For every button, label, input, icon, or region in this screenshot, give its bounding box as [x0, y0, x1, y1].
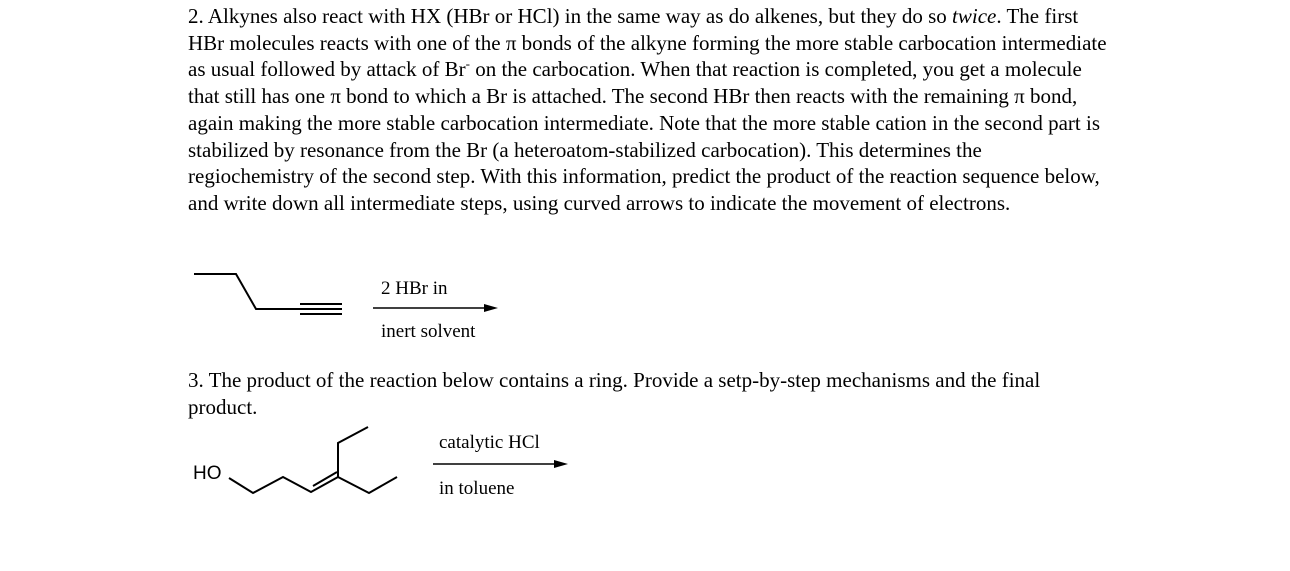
reaction-1-arrow: [373, 304, 498, 312]
question-2-text-mid: . The first HBr molecules reacts with one of the π bonds of the alkyne forming the more stable carbocation intermediate as usual followed by attack of Br: [188, 4, 1107, 82]
question-2-emphasis: twice: [952, 4, 997, 28]
question-3-text: 3. The product of the reaction below contains a ring. Provide a setp-by-step mechanisms and the final product.: [188, 368, 1041, 419]
question-2-text-start: 2. Alkynes also react with HX (HBr or HCl) in the same way as do alkenes, but they do so: [188, 4, 953, 28]
reaction-1-reagent-below: inert solvent: [381, 321, 476, 342]
hydroxy-alkene-structure: [229, 427, 397, 493]
reaction-2-reagent-above: catalytic HCl: [439, 432, 540, 453]
bromide-charge-superscript: -: [465, 56, 470, 72]
butyne-structure: [194, 274, 342, 314]
reaction-2-arrow: [433, 460, 568, 468]
reaction-1-reagent-above: 2 HBr in: [381, 278, 448, 299]
question-2-text-end: on the carbocation. When that reaction is completed, you get a molecule that still has one π bond to which a Br is attached. The second HBr then reacts with the remaining π bond, again making the more stable carbocation intermediate. Note that the more stable cation in the second part is stabilized by resonance from the Br (a heteroatom-stabilized carbocation). This determines the regiochemistry of the second step. With this information, predict the product of the reaction sequence below, and write down all intermediate steps, using curved arrows to indicate the movement of electrons.: [188, 57, 1101, 215]
reaction-2-reagent-below: in toluene: [439, 478, 515, 499]
hydroxyl-label: HO: [193, 463, 222, 484]
